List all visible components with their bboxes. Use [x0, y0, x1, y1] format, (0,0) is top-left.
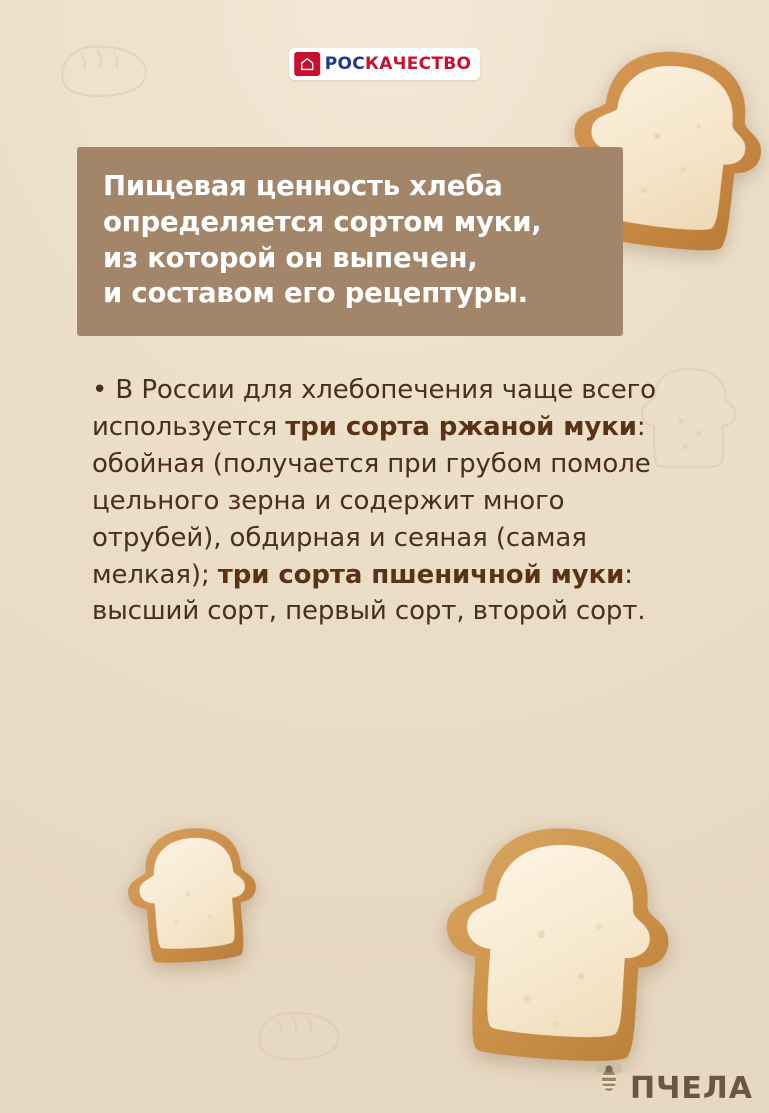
- headline-block: [77, 147, 623, 336]
- body-paragraph: [92, 372, 692, 630]
- house-icon: [294, 52, 320, 76]
- headline-line-4: и составом его рецептуры.: [103, 277, 528, 310]
- headline-line-1: Пищевая ценность хлеба: [103, 170, 503, 202]
- logo-text-ros: РОС: [324, 53, 365, 74]
- footer-brand-text: ПЧЕЛА: [630, 1070, 753, 1106]
- headline-text: [103, 169, 597, 312]
- logo-wordmark: [325, 52, 472, 76]
- bullet-marker: •: [92, 375, 108, 405]
- brand-logo: [289, 48, 481, 80]
- bread-loaf-outline-icon: [252, 1002, 344, 1074]
- body-bold-2: три сорта пшеничной муки: [217, 559, 625, 590]
- headline-line-3: из которой он выпечен,: [103, 241, 478, 274]
- toast-photo-bottom-left: [114, 807, 275, 981]
- logo-text-kachestvo: КАЧЕСТВО: [365, 53, 472, 74]
- body-text-2: : обойная (получается при грубом помоле цельного зерна и содержит много отрубей), обдирная и сеяная (самая мелкая);: [92, 411, 651, 590]
- bread-loaf-outline-icon: [55, 35, 151, 111]
- headline-line-2: определяется сортом муки,: [103, 205, 542, 238]
- toast-photo-bottom-right: [422, 791, 701, 1090]
- bee-icon: [592, 1057, 626, 1099]
- footer-brand: [592, 1057, 753, 1106]
- body-text-3: : высший сорт, первый сорт, второй сорт.: [92, 559, 646, 627]
- body-bold-1: три сорта ржаной муки: [285, 411, 637, 442]
- body-text-1: В России для хлебопечения чаще всего используется: [92, 375, 656, 442]
